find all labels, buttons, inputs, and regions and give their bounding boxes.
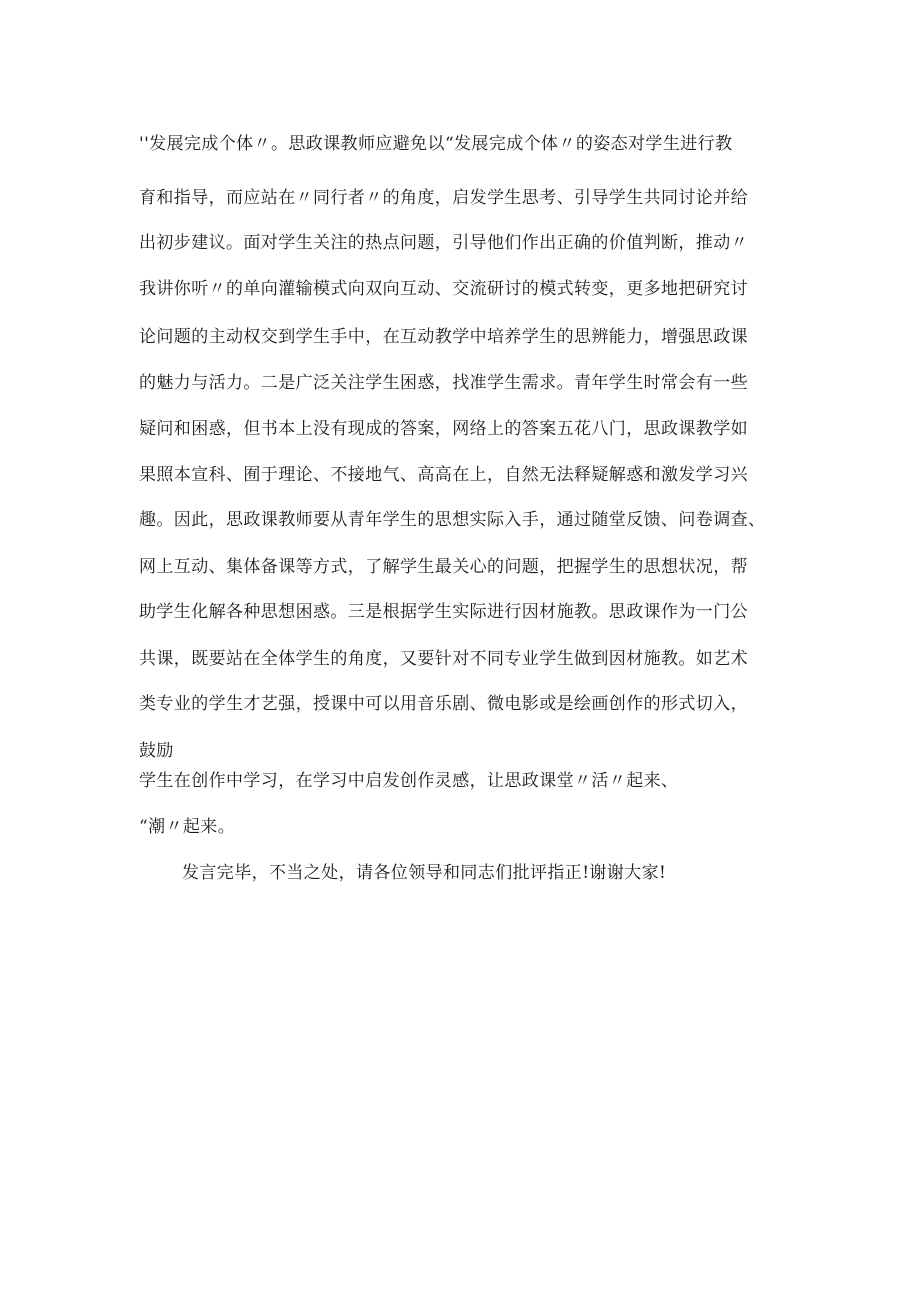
closing-paragraph: 发言完毕，不当之处，请各位领导和同志们批评指正!谢谢大家! xyxy=(182,863,667,883)
body-line-9: 趣。因此，思政课教师要从青年学生的思想实际入手，通过随堂反馈、问卷调查、 xyxy=(139,510,766,530)
body-line-5: 论问题的主动权交到学生手中，在互动教学中培养学生的思辨能力，增强思政课 xyxy=(139,327,748,347)
body-line-1: ''发展完成个体〃。思政课教师应避免以“发展完成个体〃的姿态对学生进行教 xyxy=(139,134,733,154)
body-line-8: 果照本宣科、囿于理论、不接地气、高高在上，自然无法释疑解惑和激发学习兴 xyxy=(139,465,748,485)
body-line-13: 类专业的学生才艺强，授课中可以用音乐剧、微电影或是绘画创作的形式切入， xyxy=(139,694,748,714)
body-line-11: 助学生化解各种思想困惑。三是根据学生实际进行因材施教。思政课作为一门公 xyxy=(139,602,748,622)
body-line-2: 育和指导，而应站在〃同行者〃的角度，启发学生思考、引导学生共同讨论并给 xyxy=(139,188,748,208)
body-line-7: 疑问和困惑，但书本上没有现成的答案，网络上的答案五花八门，思政课教学如 xyxy=(139,419,748,439)
body-line-6: 的魅力与活力。二是广泛关注学生困惑，找准学生需求。青年学生时常会有一些 xyxy=(139,373,748,393)
body-line-4: 我讲你听〃的单向灌输模式向双向互动、交流研讨的模式转变，更多地把研究讨 xyxy=(139,279,748,299)
body-line-14: 鼓励 xyxy=(139,741,174,761)
body-line-10: 网上互动、集体备课等方式，了解学生最关心的问题，把握学生的思想状况，帮 xyxy=(139,557,748,577)
body-line-12: 共课，既要站在全体学生的角度，又要针对不同专业学生做到因材施教。如艺术 xyxy=(139,649,748,669)
body-line-3: 出初步建议。面对学生关注的热点问题，引导他们作出正确的价值判断，推动〃 xyxy=(139,233,748,253)
body-line-15: 学生在创作中学习，在学习中启发创作灵感，让思政课堂〃活〃起来、 xyxy=(139,771,679,791)
body-line-16: “潮〃起来。 xyxy=(139,817,236,837)
